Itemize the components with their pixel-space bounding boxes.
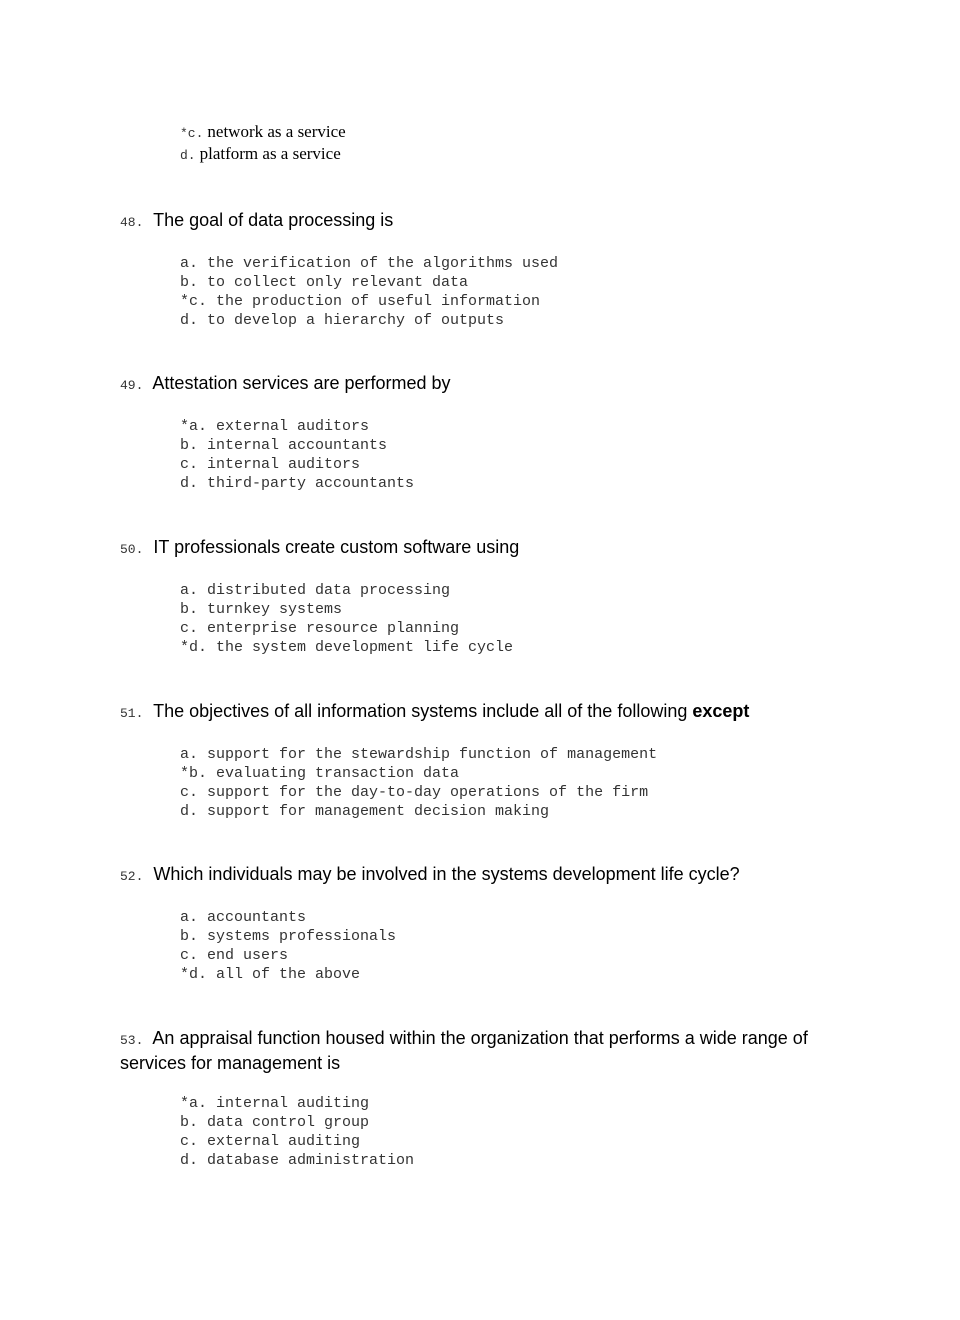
answer-option: a. distributed data processing bbox=[180, 582, 451, 599]
answer-option: c. enterprise resource planning bbox=[180, 620, 460, 637]
answer-option: c. internal auditors bbox=[180, 456, 361, 473]
question-number: 51. bbox=[120, 706, 144, 721]
question-number: 49. bbox=[120, 378, 144, 393]
answer-option: c. end users bbox=[180, 947, 289, 964]
answer-option: d. to develop a hierarchy of outputs bbox=[180, 312, 505, 329]
question-stem bbox=[120, 700, 840, 725]
answer-options bbox=[180, 908, 840, 984]
answer-option: d. support for management decision making bbox=[180, 803, 550, 820]
option-text: platform as a service bbox=[199, 144, 341, 163]
question-stem bbox=[120, 209, 840, 234]
answer-option: b. to collect only relevant data bbox=[180, 274, 469, 291]
question-stem bbox=[120, 1027, 840, 1074]
answer-option: c. support for the day-to-day operations of the firm bbox=[180, 784, 649, 801]
question-text: IT professionals create custom software using bbox=[153, 537, 520, 557]
question-50 bbox=[120, 536, 840, 657]
answer-option: a. support for the stewardship function of management bbox=[180, 746, 658, 763]
answer-option: c. external auditing bbox=[180, 1133, 361, 1150]
question-49 bbox=[120, 372, 840, 493]
answer-option: b. data control group bbox=[180, 1114, 370, 1131]
answer-option: a. the verification of the algorithms used bbox=[180, 255, 559, 272]
question-text: The objectives of all information systems include all of the following bbox=[153, 701, 693, 721]
answer-option: d. third-party accountants bbox=[180, 475, 415, 492]
question-number: 52. bbox=[120, 869, 144, 884]
answer-option: a. accountants bbox=[180, 909, 307, 926]
question-text: Attestation services are performed by bbox=[152, 373, 451, 393]
answer-option: *a. internal auditing bbox=[180, 1095, 370, 1112]
question-text: An appraisal function housed within the organization that performs a wide range of services for management is bbox=[120, 1028, 808, 1073]
question-number: 53. bbox=[120, 1033, 144, 1048]
answer-option: b. systems professionals bbox=[180, 928, 397, 945]
option-item bbox=[180, 121, 346, 143]
question-stem bbox=[120, 536, 840, 561]
answer-options bbox=[180, 254, 840, 330]
answer-option: d. database administration bbox=[180, 1152, 415, 1169]
answer-option: b. turnkey systems bbox=[180, 601, 343, 618]
question-52 bbox=[120, 863, 840, 984]
answer-option: *b. evaluating transaction data bbox=[180, 765, 460, 782]
answer-options bbox=[180, 581, 840, 657]
question-text: The goal of data processing is bbox=[153, 210, 394, 230]
option-text: network as a service bbox=[207, 122, 346, 141]
answer-options bbox=[180, 417, 840, 493]
question-number: 50. bbox=[120, 542, 144, 557]
option-letter: d. bbox=[180, 148, 196, 163]
question-stem bbox=[120, 863, 840, 888]
question-53 bbox=[120, 1027, 840, 1170]
question-text: Which individuals may be involved in the systems development life cycle? bbox=[153, 864, 740, 884]
question-51 bbox=[120, 700, 840, 821]
question-48 bbox=[120, 209, 840, 330]
question-number: 48. bbox=[120, 215, 144, 230]
answer-option: b. internal accountants bbox=[180, 437, 388, 454]
answer-option: *a. external auditors bbox=[180, 418, 370, 435]
answer-option: *c. the production of useful information bbox=[180, 293, 541, 310]
option-item bbox=[180, 143, 346, 165]
carry-over-options bbox=[180, 121, 346, 165]
answer-options bbox=[180, 1094, 840, 1170]
answer-option: *d. all of the above bbox=[180, 966, 361, 983]
option-letter: *c. bbox=[180, 126, 204, 141]
answer-options bbox=[180, 745, 840, 821]
answer-option: *d. the system development life cycle bbox=[180, 639, 514, 656]
emphasized-word: except bbox=[692, 701, 750, 721]
question-stem bbox=[120, 372, 840, 397]
